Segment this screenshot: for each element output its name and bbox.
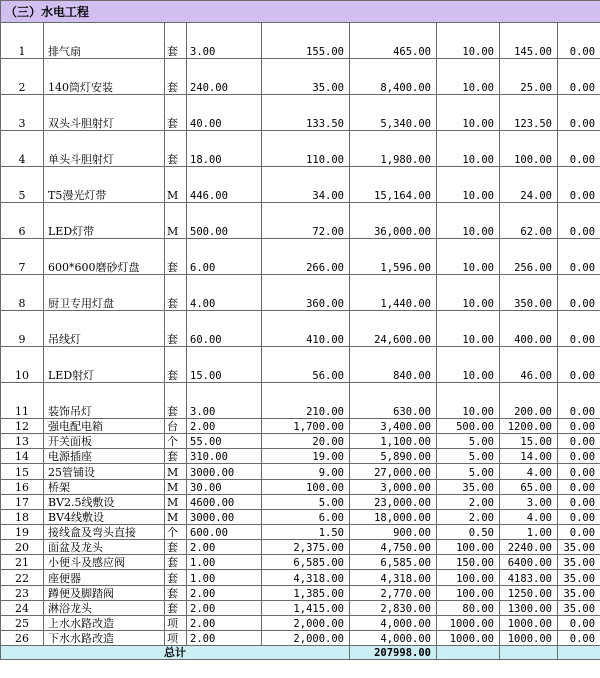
amount-cell[interactable]: 1,596.00 (350, 239, 437, 275)
item-name-cell[interactable]: 座便器 (44, 570, 165, 585)
table-row (1, 464, 600, 479)
table-row (1, 449, 600, 464)
amount-cell[interactable]: 5,890.00 (350, 449, 437, 464)
quantity-cell[interactable]: 3000.00 (187, 464, 262, 479)
quantity-cell[interactable]: 4600.00 (187, 494, 262, 509)
unit-price-cell[interactable]: 72.00 (262, 203, 350, 239)
unit-cell[interactable]: 套 (165, 540, 187, 555)
row-number-cell[interactable]: 10 (1, 347, 44, 383)
empty-cell (500, 646, 558, 660)
table-row (1, 509, 600, 524)
item-name-cell[interactable]: LED射灯 (44, 347, 165, 383)
unit-cell[interactable]: 套 (165, 347, 187, 383)
item-name-cell[interactable]: BV2.5线敷设 (44, 494, 165, 509)
unit-cell[interactable]: M (165, 509, 187, 524)
cost-3-cell[interactable]: 0.00 (558, 131, 600, 167)
unit-price-cell[interactable]: 410.00 (262, 311, 350, 347)
table-row (1, 95, 600, 131)
cost-2-cell[interactable]: 4183.00 (500, 570, 558, 585)
cost-2-cell[interactable]: 4.00 (500, 509, 558, 524)
table-row (1, 494, 600, 509)
item-name-cell[interactable]: 强电配电箱 (44, 419, 165, 434)
row-number-cell[interactable]: 17 (1, 494, 44, 509)
amount-cell[interactable]: 8,400.00 (350, 59, 437, 95)
cost-3-cell[interactable]: 0.00 (558, 23, 600, 59)
amount-cell[interactable]: 3,400.00 (350, 419, 437, 434)
cost-3-cell[interactable]: 0.00 (558, 419, 600, 434)
table-row (1, 203, 600, 239)
row-number-cell[interactable]: 25 (1, 615, 44, 630)
unit-cell[interactable]: M (165, 167, 187, 203)
quantity-cell[interactable]: 2.00 (187, 540, 262, 555)
cost-1-cell[interactable]: 150.00 (437, 555, 500, 570)
cost-2-cell[interactable]: 1300.00 (500, 600, 558, 615)
unit-price-cell[interactable]: 6.00 (262, 509, 350, 524)
unit-cell[interactable]: 套 (165, 131, 187, 167)
amount-cell[interactable]: 4,000.00 (350, 630, 437, 645)
amount-cell[interactable]: 1,980.00 (350, 131, 437, 167)
unit-cell[interactable]: 套 (165, 570, 187, 585)
row-number-cell[interactable]: 23 (1, 585, 44, 600)
cost-2-cell[interactable]: 1.00 (500, 524, 558, 539)
item-name-cell[interactable]: BV4线敷设 (44, 509, 165, 524)
row-number-cell[interactable]: 14 (1, 449, 44, 464)
item-name-cell[interactable]: 开关面板 (44, 434, 165, 449)
row-number-cell[interactable]: 12 (1, 419, 44, 434)
cost-2-cell[interactable]: 256.00 (500, 239, 558, 275)
unit-price-cell[interactable]: 1,700.00 (262, 419, 350, 434)
row-number-cell[interactable]: 15 (1, 464, 44, 479)
quantity-cell[interactable]: 4.00 (187, 275, 262, 311)
quantity-cell[interactable]: 40.00 (187, 95, 262, 131)
item-name-cell[interactable]: 电源插座 (44, 449, 165, 464)
unit-price-cell[interactable]: 133.50 (262, 95, 350, 131)
cost-2-cell[interactable]: 400.00 (500, 311, 558, 347)
unit-price-cell[interactable]: 100.00 (262, 479, 350, 494)
cost-1-cell[interactable]: 10.00 (437, 167, 500, 203)
quantity-cell[interactable]: 446.00 (187, 167, 262, 203)
cost-1-cell[interactable]: 1000.00 (437, 630, 500, 645)
unit-cell[interactable]: M (165, 494, 187, 509)
table-row (1, 540, 600, 555)
unit-cell[interactable]: 套 (165, 449, 187, 464)
cost-1-cell[interactable]: 10.00 (437, 347, 500, 383)
unit-price-cell[interactable]: 155.00 (262, 23, 350, 59)
unit-cell[interactable]: 套 (165, 585, 187, 600)
amount-cell[interactable]: 1,440.00 (350, 275, 437, 311)
cost-1-cell[interactable]: 10.00 (437, 203, 500, 239)
unit-cell[interactable]: 个 (165, 524, 187, 539)
cost-2-cell[interactable]: 1200.00 (500, 419, 558, 434)
amount-cell[interactable]: 24,600.00 (350, 311, 437, 347)
cost-2-cell[interactable]: 4.00 (500, 464, 558, 479)
amount-cell[interactable]: 23,000.00 (350, 494, 437, 509)
table-row (1, 570, 600, 585)
table-row (1, 167, 600, 203)
cost-3-cell[interactable]: 0.00 (558, 95, 600, 131)
unit-price-cell[interactable]: 34.00 (262, 167, 350, 203)
cost-2-cell[interactable]: 3.00 (500, 494, 558, 509)
item-name-cell[interactable]: 下水水路改造 (44, 630, 165, 645)
empty-cell (558, 646, 600, 660)
row-number-cell[interactable]: 3 (1, 95, 44, 131)
cost-3-cell[interactable]: 35.00 (558, 585, 600, 600)
row-number-cell[interactable]: 2 (1, 59, 44, 95)
item-name-cell[interactable]: 600*600磨砂灯盘 (44, 239, 165, 275)
cost-3-cell[interactable]: 0.00 (558, 347, 600, 383)
amount-cell[interactable]: 4,000.00 (350, 615, 437, 630)
row-number-cell[interactable]: 5 (1, 167, 44, 203)
cost-1-cell[interactable]: 100.00 (437, 540, 500, 555)
table-row (1, 524, 600, 539)
item-name-cell[interactable]: 蹲便及脚踏阀 (44, 585, 165, 600)
table-row (1, 347, 600, 383)
unit-cell[interactable]: 套 (165, 311, 187, 347)
cost-2-cell[interactable]: 62.00 (500, 203, 558, 239)
quantity-cell[interactable]: 2.00 (187, 419, 262, 434)
item-name-cell[interactable]: 140筒灯安装 (44, 59, 165, 95)
cost-3-cell[interactable]: 35.00 (558, 540, 600, 555)
table-row (1, 419, 600, 434)
row-number-cell[interactable]: 11 (1, 383, 44, 419)
cost-1-cell[interactable]: 10.00 (437, 131, 500, 167)
unit-price-cell[interactable]: 9.00 (262, 464, 350, 479)
table-row (1, 555, 600, 570)
unit-cell[interactable]: M (165, 464, 187, 479)
table-row (1, 585, 600, 600)
quantity-cell[interactable]: 30.00 (187, 479, 262, 494)
cost-1-cell[interactable]: 10.00 (437, 23, 500, 59)
cost-3-cell[interactable]: 35.00 (558, 570, 600, 585)
quantity-cell[interactable]: 18.00 (187, 131, 262, 167)
row-number-cell[interactable]: 16 (1, 479, 44, 494)
cost-1-cell[interactable]: 1000.00 (437, 615, 500, 630)
cost-2-cell[interactable]: 65.00 (500, 479, 558, 494)
amount-cell[interactable]: 3,000.00 (350, 479, 437, 494)
quantity-cell[interactable]: 3.00 (187, 23, 262, 59)
unit-price-cell[interactable]: 56.00 (262, 347, 350, 383)
quantity-cell[interactable]: 600.00 (187, 524, 262, 539)
amount-cell[interactable]: 900.00 (350, 524, 437, 539)
amount-cell[interactable]: 1,100.00 (350, 434, 437, 449)
total-label: 总计 (1, 646, 350, 660)
row-number-cell[interactable]: 9 (1, 311, 44, 347)
row-number-cell[interactable]: 18 (1, 509, 44, 524)
unit-cell[interactable]: 套 (165, 555, 187, 570)
cost-3-cell[interactable]: 0.00 (558, 479, 600, 494)
quantity-cell[interactable]: 55.00 (187, 434, 262, 449)
quantity-cell[interactable]: 2.00 (187, 615, 262, 630)
unit-price-cell[interactable]: 1,415.00 (262, 600, 350, 615)
cost-2-cell[interactable]: 145.00 (500, 23, 558, 59)
amount-cell[interactable]: 15,164.00 (350, 167, 437, 203)
amount-cell[interactable]: 27,000.00 (350, 464, 437, 479)
amount-cell[interactable]: 5,340.00 (350, 95, 437, 131)
item-name-cell[interactable]: T5漫光灯带 (44, 167, 165, 203)
item-name-cell[interactable]: 面盆及龙头 (44, 540, 165, 555)
cost-2-cell[interactable]: 1000.00 (500, 630, 558, 645)
amount-cell[interactable]: 36,000.00 (350, 203, 437, 239)
quantity-cell[interactable]: 2.00 (187, 600, 262, 615)
cost-3-cell[interactable]: 0.00 (558, 275, 600, 311)
cost-3-cell[interactable]: 0.00 (558, 615, 600, 630)
row-number-cell[interactable]: 21 (1, 555, 44, 570)
cost-2-cell[interactable]: 25.00 (500, 59, 558, 95)
amount-cell[interactable]: 18,000.00 (350, 509, 437, 524)
quantity-cell[interactable]: 2.00 (187, 585, 262, 600)
amount-cell[interactable]: 2,830.00 (350, 600, 437, 615)
cost-3-cell[interactable]: 35.00 (558, 600, 600, 615)
cost-1-cell[interactable]: 5.00 (437, 449, 500, 464)
unit-cell[interactable]: 项 (165, 615, 187, 630)
unit-cell[interactable]: 套 (165, 600, 187, 615)
table-row (1, 59, 600, 95)
table-row (1, 311, 600, 347)
amount-cell[interactable]: 4,318.00 (350, 570, 437, 585)
table-row (1, 275, 600, 311)
cost-3-cell[interactable]: 0.00 (558, 464, 600, 479)
item-name-cell[interactable]: 接线盒及弯头直接 (44, 524, 165, 539)
quantity-cell[interactable]: 3.00 (187, 383, 262, 419)
unit-cell[interactable]: 套 (165, 239, 187, 275)
unit-price-cell[interactable]: 2,000.00 (262, 630, 350, 645)
unit-price-cell[interactable]: 1.50 (262, 524, 350, 539)
unit-cell[interactable]: 台 (165, 419, 187, 434)
cost-1-cell[interactable]: 10.00 (437, 311, 500, 347)
item-name-cell[interactable]: 装饰吊灯 (44, 383, 165, 419)
item-name-cell[interactable]: 桥架 (44, 479, 165, 494)
total-amount: 207998.00 (350, 646, 437, 660)
amount-cell[interactable]: 465.00 (350, 23, 437, 59)
item-name-cell[interactable]: 单头斗胆射灯 (44, 131, 165, 167)
table-row (1, 383, 600, 419)
item-name-cell[interactable]: 25管铺设 (44, 464, 165, 479)
cost-1-cell[interactable]: 2.00 (437, 494, 500, 509)
unit-cell[interactable]: 套 (165, 23, 187, 59)
cost-3-cell[interactable]: 0.00 (558, 509, 600, 524)
cost-3-cell[interactable]: 0.00 (558, 383, 600, 419)
cost-2-cell[interactable]: 100.00 (500, 131, 558, 167)
cost-2-cell[interactable]: 350.00 (500, 275, 558, 311)
cost-3-cell[interactable]: 0.00 (558, 311, 600, 347)
cost-3-cell[interactable]: 0.00 (558, 449, 600, 464)
unit-price-cell[interactable]: 4,318.00 (262, 570, 350, 585)
item-name-cell[interactable]: 排气扇 (44, 23, 165, 59)
cost-2-cell[interactable]: 1000.00 (500, 615, 558, 630)
cost-1-cell[interactable]: 100.00 (437, 570, 500, 585)
amount-cell[interactable]: 6,585.00 (350, 555, 437, 570)
cost-3-cell[interactable]: 0.00 (558, 630, 600, 645)
unit-price-cell[interactable]: 35.00 (262, 59, 350, 95)
unit-price-cell[interactable]: 6,585.00 (262, 555, 350, 570)
section-title: （三）水电工程 (1, 1, 600, 23)
cost-1-cell[interactable]: 0.50 (437, 524, 500, 539)
quantity-cell[interactable]: 310.00 (187, 449, 262, 464)
item-name-cell[interactable]: LED灯带 (44, 203, 165, 239)
table-row (1, 239, 600, 275)
row-number-cell[interactable]: 1 (1, 23, 44, 59)
cost-3-cell[interactable]: 0.00 (558, 203, 600, 239)
unit-cell[interactable]: M (165, 203, 187, 239)
item-name-cell[interactable]: 小便斗及感应阀 (44, 555, 165, 570)
quantity-cell[interactable]: 500.00 (187, 203, 262, 239)
unit-price-cell[interactable]: 2,375.00 (262, 540, 350, 555)
cost-2-cell[interactable]: 123.50 (500, 95, 558, 131)
table-row (1, 131, 600, 167)
unit-cell[interactable]: 套 (165, 275, 187, 311)
row-number-cell[interactable]: 20 (1, 540, 44, 555)
section-header-row (1, 1, 600, 23)
quantity-cell[interactable]: 3000.00 (187, 509, 262, 524)
cost-1-cell[interactable]: 10.00 (437, 59, 500, 95)
cost-3-cell[interactable]: 0.00 (558, 59, 600, 95)
amount-cell[interactable]: 840.00 (350, 347, 437, 383)
amount-cell[interactable]: 4,750.00 (350, 540, 437, 555)
item-name-cell[interactable]: 厨卫专用灯盘 (44, 275, 165, 311)
unit-price-cell[interactable]: 5.00 (262, 494, 350, 509)
unit-price-cell[interactable]: 19.00 (262, 449, 350, 464)
unit-price-cell[interactable]: 20.00 (262, 434, 350, 449)
item-name-cell[interactable]: 双头斗胆射灯 (44, 95, 165, 131)
cost-2-cell[interactable]: 46.00 (500, 347, 558, 383)
cost-3-cell[interactable]: 0.00 (558, 239, 600, 275)
unit-price-cell[interactable]: 110.00 (262, 131, 350, 167)
quantity-cell[interactable]: 6.00 (187, 239, 262, 275)
cost-2-cell[interactable]: 15.00 (500, 434, 558, 449)
unit-price-cell[interactable]: 2,000.00 (262, 615, 350, 630)
unit-price-cell[interactable]: 266.00 (262, 239, 350, 275)
row-number-cell[interactable]: 22 (1, 570, 44, 585)
cost-1-cell[interactable]: 500.00 (437, 419, 500, 434)
table-row (1, 434, 600, 449)
table-row (1, 479, 600, 494)
row-number-cell[interactable]: 13 (1, 434, 44, 449)
row-number-cell[interactable]: 24 (1, 600, 44, 615)
table-row (1, 600, 600, 615)
row-number-cell[interactable]: 4 (1, 131, 44, 167)
row-number-cell[interactable]: 8 (1, 275, 44, 311)
unit-cell[interactable]: 项 (165, 630, 187, 645)
quantity-cell[interactable]: 15.00 (187, 347, 262, 383)
row-number-cell[interactable]: 7 (1, 239, 44, 275)
row-number-cell[interactable]: 19 (1, 524, 44, 539)
cost-2-cell[interactable]: 200.00 (500, 383, 558, 419)
table-row (1, 615, 600, 630)
unit-cell[interactable]: 个 (165, 434, 187, 449)
row-number-cell[interactable]: 6 (1, 203, 44, 239)
cost-3-cell[interactable]: 35.00 (558, 555, 600, 570)
cost-2-cell[interactable]: 14.00 (500, 449, 558, 464)
item-name-cell[interactable]: 淋浴龙头 (44, 600, 165, 615)
cost-2-cell[interactable]: 2240.00 (500, 540, 558, 555)
unit-price-cell[interactable]: 1,385.00 (262, 585, 350, 600)
cost-1-cell[interactable]: 10.00 (437, 95, 500, 131)
amount-cell[interactable]: 630.00 (350, 383, 437, 419)
quantity-cell[interactable]: 60.00 (187, 311, 262, 347)
cost-1-cell[interactable]: 5.00 (437, 464, 500, 479)
empty-cell (437, 646, 500, 660)
cost-1-cell[interactable]: 2.00 (437, 509, 500, 524)
unit-cell[interactable]: 套 (165, 95, 187, 131)
cost-3-cell[interactable]: 0.00 (558, 494, 600, 509)
cost-2-cell[interactable]: 6400.00 (500, 555, 558, 570)
unit-price-cell[interactable]: 360.00 (262, 275, 350, 311)
cost-1-cell[interactable]: 35.00 (437, 479, 500, 494)
quantity-cell[interactable]: 1.00 (187, 555, 262, 570)
cost-1-cell[interactable]: 10.00 (437, 383, 500, 419)
cost-1-cell[interactable]: 80.00 (437, 600, 500, 615)
item-name-cell[interactable]: 上水水路改造 (44, 615, 165, 630)
cost-1-cell[interactable]: 100.00 (437, 585, 500, 600)
table-row (1, 630, 600, 645)
quantity-cell[interactable]: 2.00 (187, 630, 262, 645)
row-number-cell[interactable]: 26 (1, 630, 44, 645)
cost-2-cell[interactable]: 24.00 (500, 167, 558, 203)
cost-3-cell[interactable]: 0.00 (558, 434, 600, 449)
cost-1-cell[interactable]: 5.00 (437, 434, 500, 449)
cost-1-cell[interactable]: 10.00 (437, 275, 500, 311)
quantity-cell[interactable]: 240.00 (187, 59, 262, 95)
item-name-cell[interactable]: 吊线灯 (44, 311, 165, 347)
amount-cell[interactable]: 2,770.00 (350, 585, 437, 600)
unit-cell[interactable]: 套 (165, 59, 187, 95)
unit-cell[interactable]: 套 (165, 383, 187, 419)
cost-3-cell[interactable]: 0.00 (558, 167, 600, 203)
quantity-cell[interactable]: 1.00 (187, 570, 262, 585)
table-row (1, 23, 600, 59)
unit-cell[interactable]: M (165, 479, 187, 494)
unit-price-cell[interactable]: 210.00 (262, 383, 350, 419)
total-row (1, 646, 600, 660)
cost-2-cell[interactable]: 1250.00 (500, 585, 558, 600)
cost-1-cell[interactable]: 10.00 (437, 239, 500, 275)
cost-3-cell[interactable]: 0.00 (558, 524, 600, 539)
